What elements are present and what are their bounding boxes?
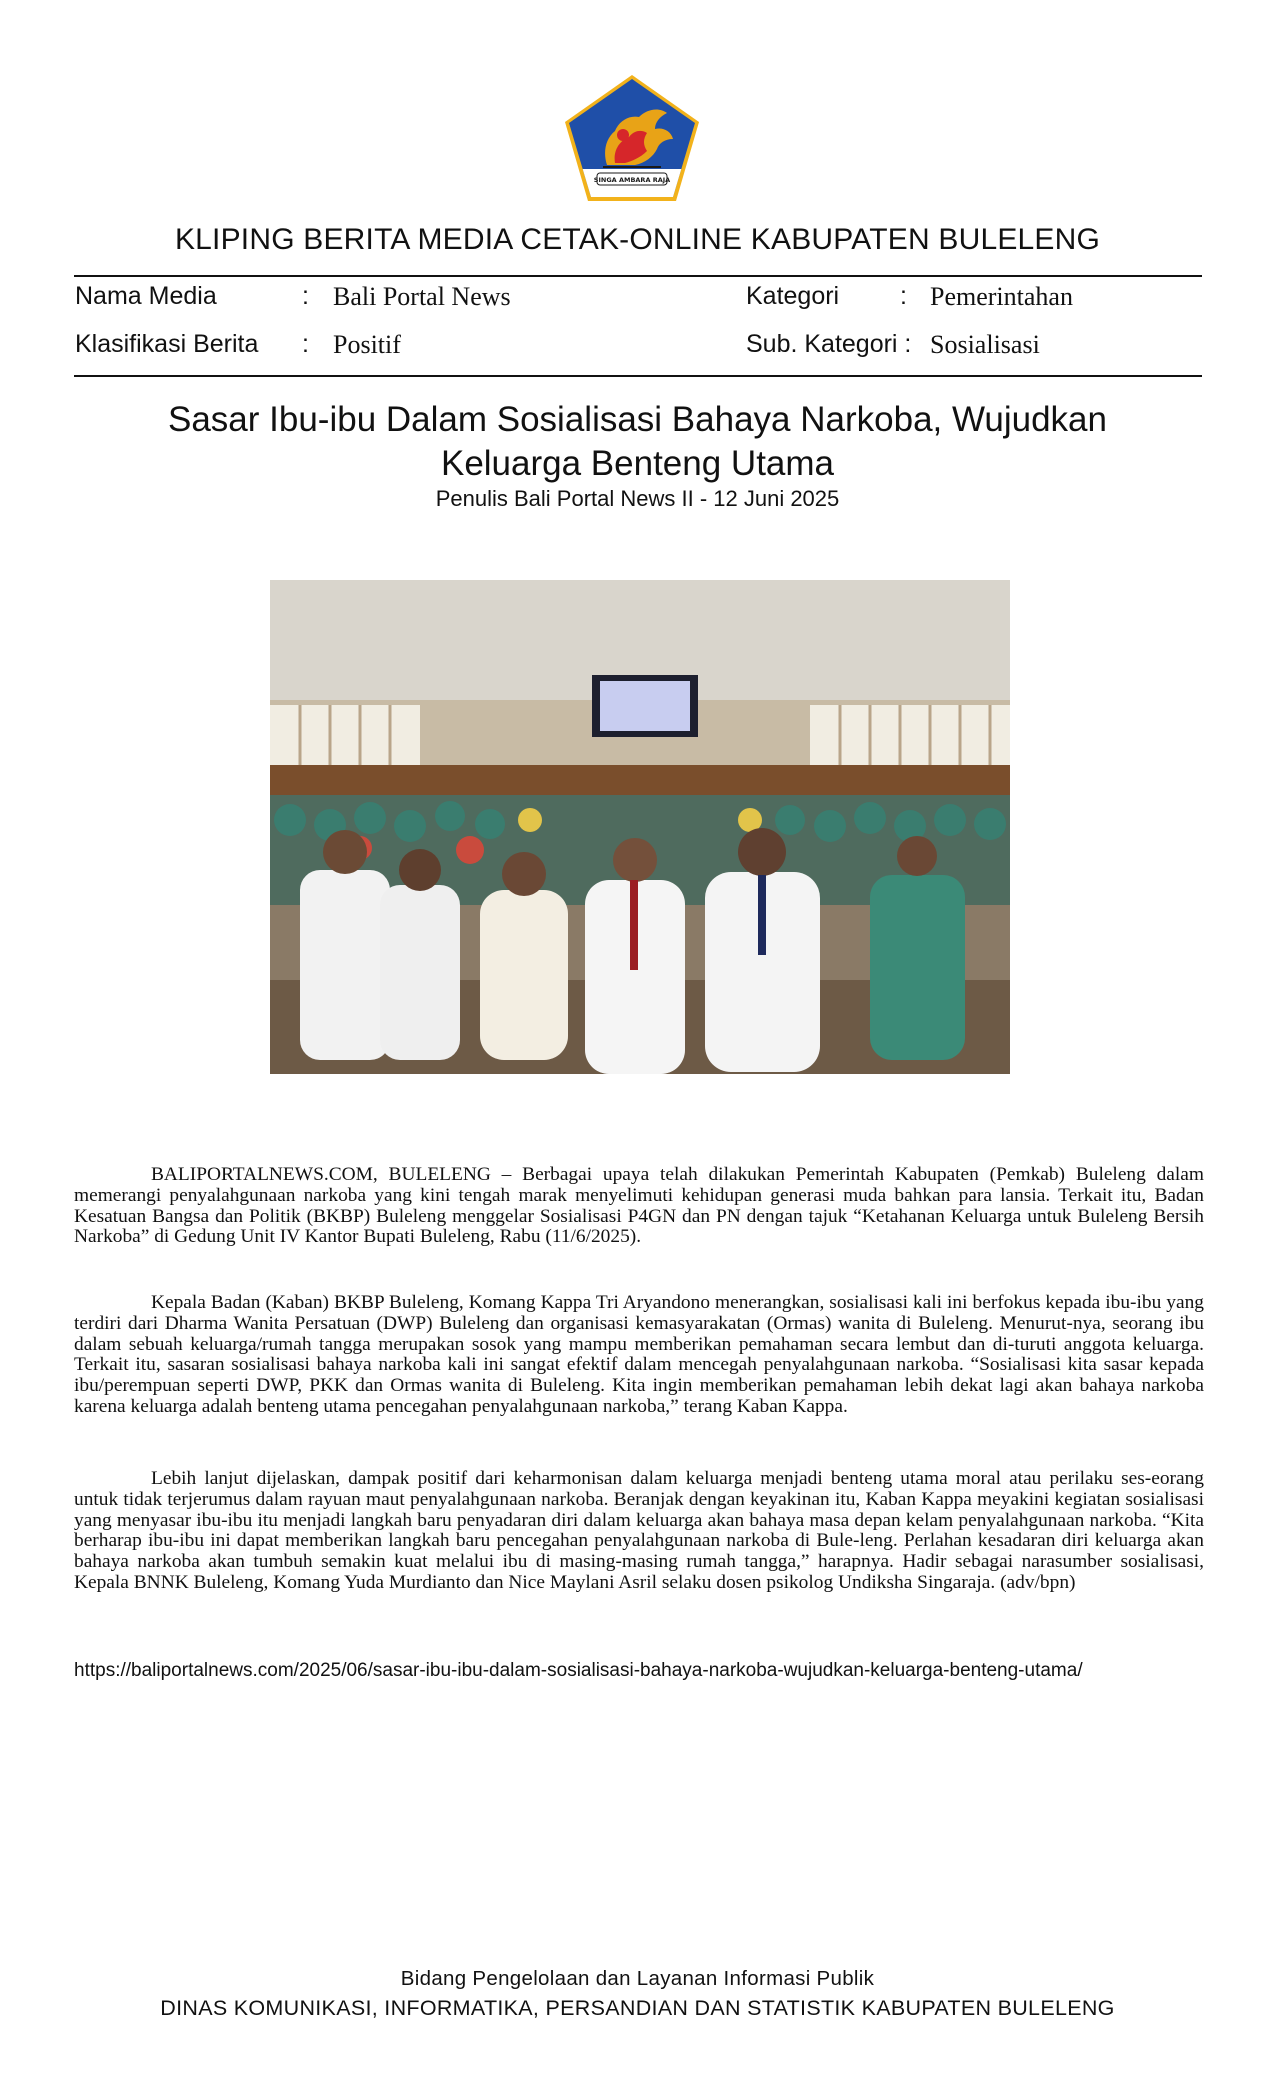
bottom-divider — [74, 375, 1202, 377]
group-photo-icon — [270, 580, 1010, 1074]
kategori-value: Pemerintahan — [930, 282, 1073, 311]
top-divider — [74, 275, 1202, 277]
article-paragraph: BALIPORTALNEWS.COM, BULELENG – Berbagai upaya telah dilakukan Pemerintah Kabupaten (Pemkab) Buleleng dalam memerangi penyalahgunaan narkoba yang kini tengah marak menyelimuti kehidupan generasi muda bahkan para lansia. Terkait itu, Badan Kesatuan Bangsa dan Politik (BKBP) Buleleng menggelar Sosialisasi P4GN dan PN dengan tajuk “Ketahanan Keluarga untuk Buleleng Bersih Narkoba” di Gedung Unit IV Kantor Bupati Buleleng, Rabu (11/6/2025). — [74, 1164, 1204, 1248]
klasifikasi-value: Positif — [333, 330, 401, 359]
footer-agency: DINAS KOMUNIKASI, INFORMATIKA, PERSANDIAN DAN STATISTIK KABUPATEN BULELENG — [160, 1996, 1115, 2020]
singa-ambara-raja-crest-icon — [563, 73, 701, 203]
footer-department: Bidang Pengelolaan dan Layanan Informasi Publik — [400, 1967, 875, 1990]
article-title: Sasar Ibu-ibu Dalam Sosialisasi Bahaya Narkoba, Wujudkan Keluarga Benteng Utama — [167, 400, 1107, 483]
klasifikasi-separator: : — [302, 330, 309, 358]
article-paragraph: Lebih lanjut dijelaskan, dampak positif dari keharmonisan dalam keluarga menjadi benteng utama moral atau perilaku ses-eorang untuk tidak terjerumus dalam rayuan maut penyalahgunaan narkoba. Beranjak dengan keyakinan itu, Kaban Kappa meyakini kegiatan sosialisasi yang menyasar ibu-ibu itu menjadi langkah baru penyadaran diri dalam keluarga akan bahaya masa depan kelam penyalahgunaan narkoba. “Kita berharap ibu-ibu ini dapat memberikan langkah baru pencegahan penyalahgunaan narkoba di Bule-leng. Perlahan kesadaran diri keluarga akan bahaya narkoba akan tumbuh semakin kuat melalui ibu di masing-masing rumah tangga,” harapnya. Hadir sebagai narasumber sosialisasi, Kepala BNNK Buleleng, Komang Yuda Murdianto dan Nice Maylani Asril selaku dosen psikolog Undiksha Singaraja. (adv/bpn) — [74, 1468, 1204, 1593]
sub-kategori-label: Sub. Kategori : — [746, 330, 912, 358]
media-label: Nama Media — [75, 282, 217, 310]
sub-kategori-value: Sosialisasi — [930, 330, 1040, 359]
media-separator: : — [302, 282, 309, 310]
document-heading: KLIPING BERITA MEDIA CETAK-ONLINE KABUPATEN BULELENG — [174, 223, 1101, 256]
source-url[interactable]: https://baliportalnews.com/2025/06/sasar-ibu-ibu-dalam-sosialisasi-bahaya-narkoba-wujudkan-keluarga-benteng-utama/ — [74, 1660, 1083, 1681]
article-byline: Penulis Bali Portal News II - 12 Juni 2025 — [435, 486, 840, 511]
crest-motto: SINGA AMBARA RAJA — [593, 176, 671, 184]
article-paragraph: Kepala Badan (Kaban) BKBP Buleleng, Komang Kappa Tri Aryandono menerangkan, sosialisasi kali ini berfokus kepada ibu-ibu yang terdiri dari Dharma Wanita Persatuan (DWP) Buleleng dan organisasi kemasyarakatan (Ormas) wanita di Buleleng. Menurut-nya, seorang ibu dalam sebuah keluarga/rumah tangga merupakan sosok yang mampu memberikan pemahaman secara lembut dan di-turuti anggota keluarga. Terkait itu, sasaran sosialisasi bahaya narkoba kali ini sangat efektif dalam mencegah penyalahgunaan narkoba. “Sosialisasi kita sasar kepada ibu/perempuan seperti DWP, PKK dan Ormas wanita di Buleleng. Kita ingin memberikan pemahaman lebih dekat lagi akan bahaya narkoba karena keluarga adalah benteng utama pencegahan penyalahgunaan narkoba,” terang Kaban Kappa. — [74, 1292, 1204, 1417]
kategori-label: Kategori — [746, 282, 840, 310]
kategori-separator: : — [900, 282, 907, 310]
klasifikasi-label: Klasifikasi Berita — [75, 330, 259, 358]
media-value: Bali Portal News — [333, 282, 511, 311]
